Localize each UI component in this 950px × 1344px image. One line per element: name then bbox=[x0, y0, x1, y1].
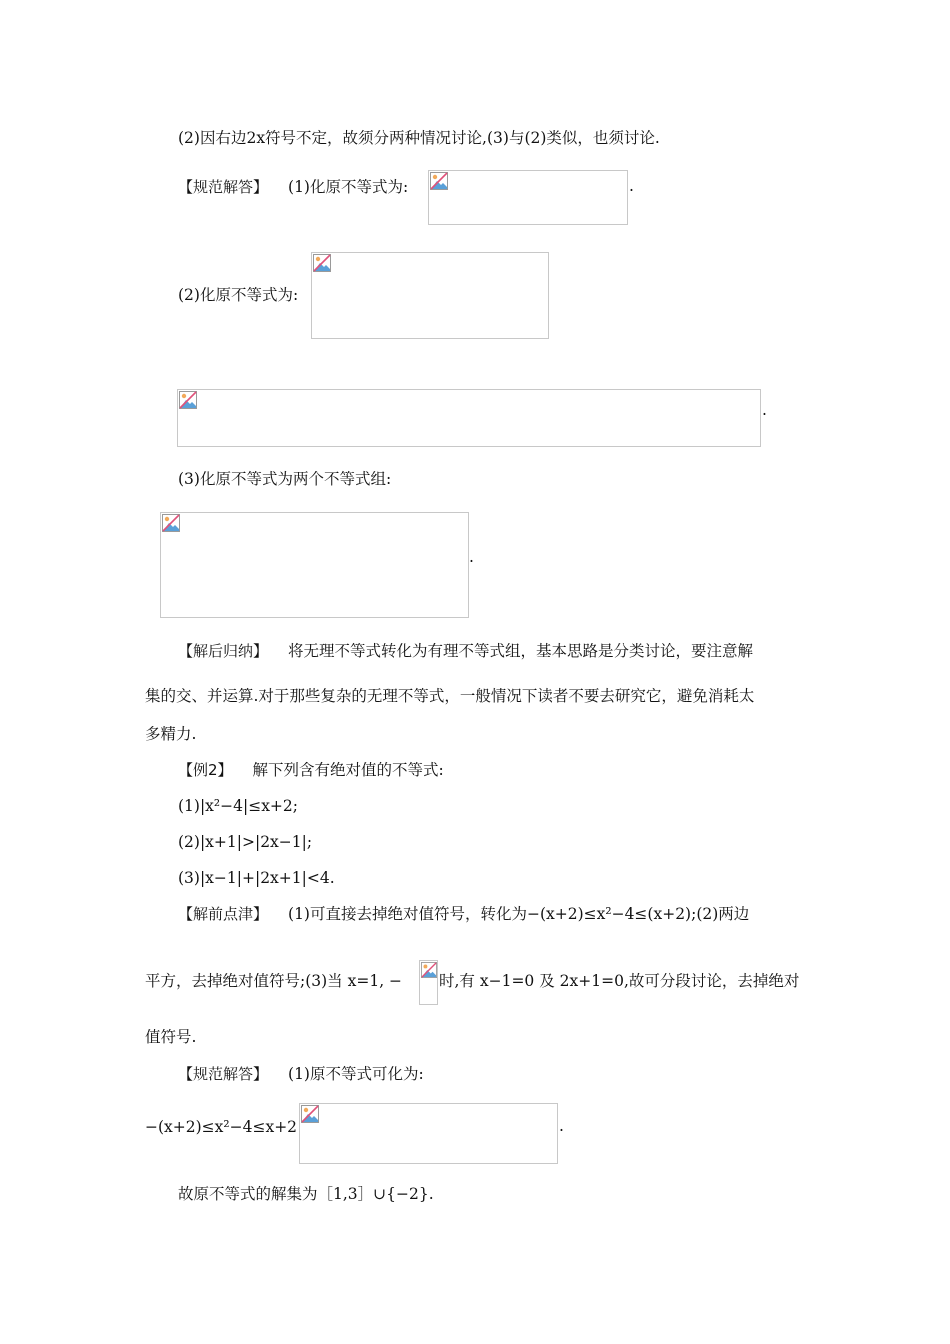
solution1-part3-line: (3)化原不等式为两个不等式组: bbox=[178, 470, 392, 488]
example2-item-1: (1)|x²−4|≤x+2; bbox=[178, 797, 299, 815]
summary-line-3: 多精力. bbox=[145, 725, 197, 743]
pre-hint-label: 【解前点津】 bbox=[178, 905, 269, 923]
summary-line-1 bbox=[178, 641, 753, 661]
solution1-part1-line bbox=[178, 177, 408, 197]
solution2-conclusion: 故原不等式的解集为［1,3］∪{−2}. bbox=[178, 1185, 434, 1203]
solution2-heading bbox=[178, 1064, 424, 1084]
example2-label: 【例2】 bbox=[178, 761, 233, 779]
broken-image-icon bbox=[421, 962, 437, 978]
formula-image-4 bbox=[160, 512, 469, 618]
pre-hint-line-2b: 时,有 x−1=0 及 2x+1=0,故可分段讨论，去掉绝对 bbox=[439, 972, 800, 990]
summary-text-1: 将无理不等式转化为有理不等式组，基本思路是分类讨论，要注意解 bbox=[288, 642, 754, 660]
pre-hint-line-3: 值符号. bbox=[145, 1028, 197, 1046]
solution2-part1-text: (1)原不等式可化为: bbox=[288, 1065, 424, 1083]
period-4: . bbox=[559, 1117, 564, 1135]
solution1-label: 【规范解答】 bbox=[178, 178, 269, 196]
example2-heading bbox=[178, 760, 444, 780]
period-1: . bbox=[629, 177, 634, 195]
formula-image-3 bbox=[177, 389, 761, 447]
broken-image-icon bbox=[313, 254, 331, 272]
solution2-label: 【规范解答】 bbox=[178, 1065, 269, 1083]
summary-label: 【解后归纳】 bbox=[178, 642, 269, 660]
pre-hint-line-1 bbox=[178, 904, 749, 924]
broken-image-icon bbox=[430, 172, 448, 190]
broken-image-icon bbox=[301, 1105, 319, 1123]
formula-image-1 bbox=[428, 170, 628, 225]
example2-item-2: (2)|x+1|>|2x−1|; bbox=[178, 833, 313, 851]
pre-hint-text-1: (1)可直接去掉绝对值符号，转化为−(x+2)≤x²−4≤(x+2);(2)两边 bbox=[288, 905, 750, 923]
solution1-part1-text: (1)化原不等式为: bbox=[288, 178, 409, 196]
formula-image-5 bbox=[299, 1103, 558, 1164]
broken-image-icon bbox=[162, 514, 180, 532]
summary-line-2: 集的交、并运算.对于那些复杂的无理不等式，一般情况下读者不要去研究它，避免消耗太 bbox=[145, 687, 755, 705]
broken-image-icon bbox=[179, 391, 197, 409]
pre-hint-line-2a: 平方，去掉绝对值符号;(3)当 x=1, − bbox=[145, 972, 403, 990]
solution2-formula: −(x+2)≤x²−4≤x+2 bbox=[145, 1118, 298, 1136]
example2-text: 解下列含有绝对值的不等式: bbox=[252, 761, 444, 779]
formula-image-2 bbox=[311, 252, 549, 339]
period-3: . bbox=[469, 548, 474, 566]
solution1-part2-line: (2)化原不等式为: bbox=[178, 286, 299, 304]
period-2: . bbox=[762, 401, 767, 419]
intro-line: (2)因右边2x符号不定，故须分两种情况讨论,(3)与(2)类似，也须讨论. bbox=[178, 129, 660, 147]
fraction-image bbox=[419, 960, 438, 1005]
example2-item-3: (3)|x−1|+|2x+1|<4. bbox=[178, 869, 335, 887]
